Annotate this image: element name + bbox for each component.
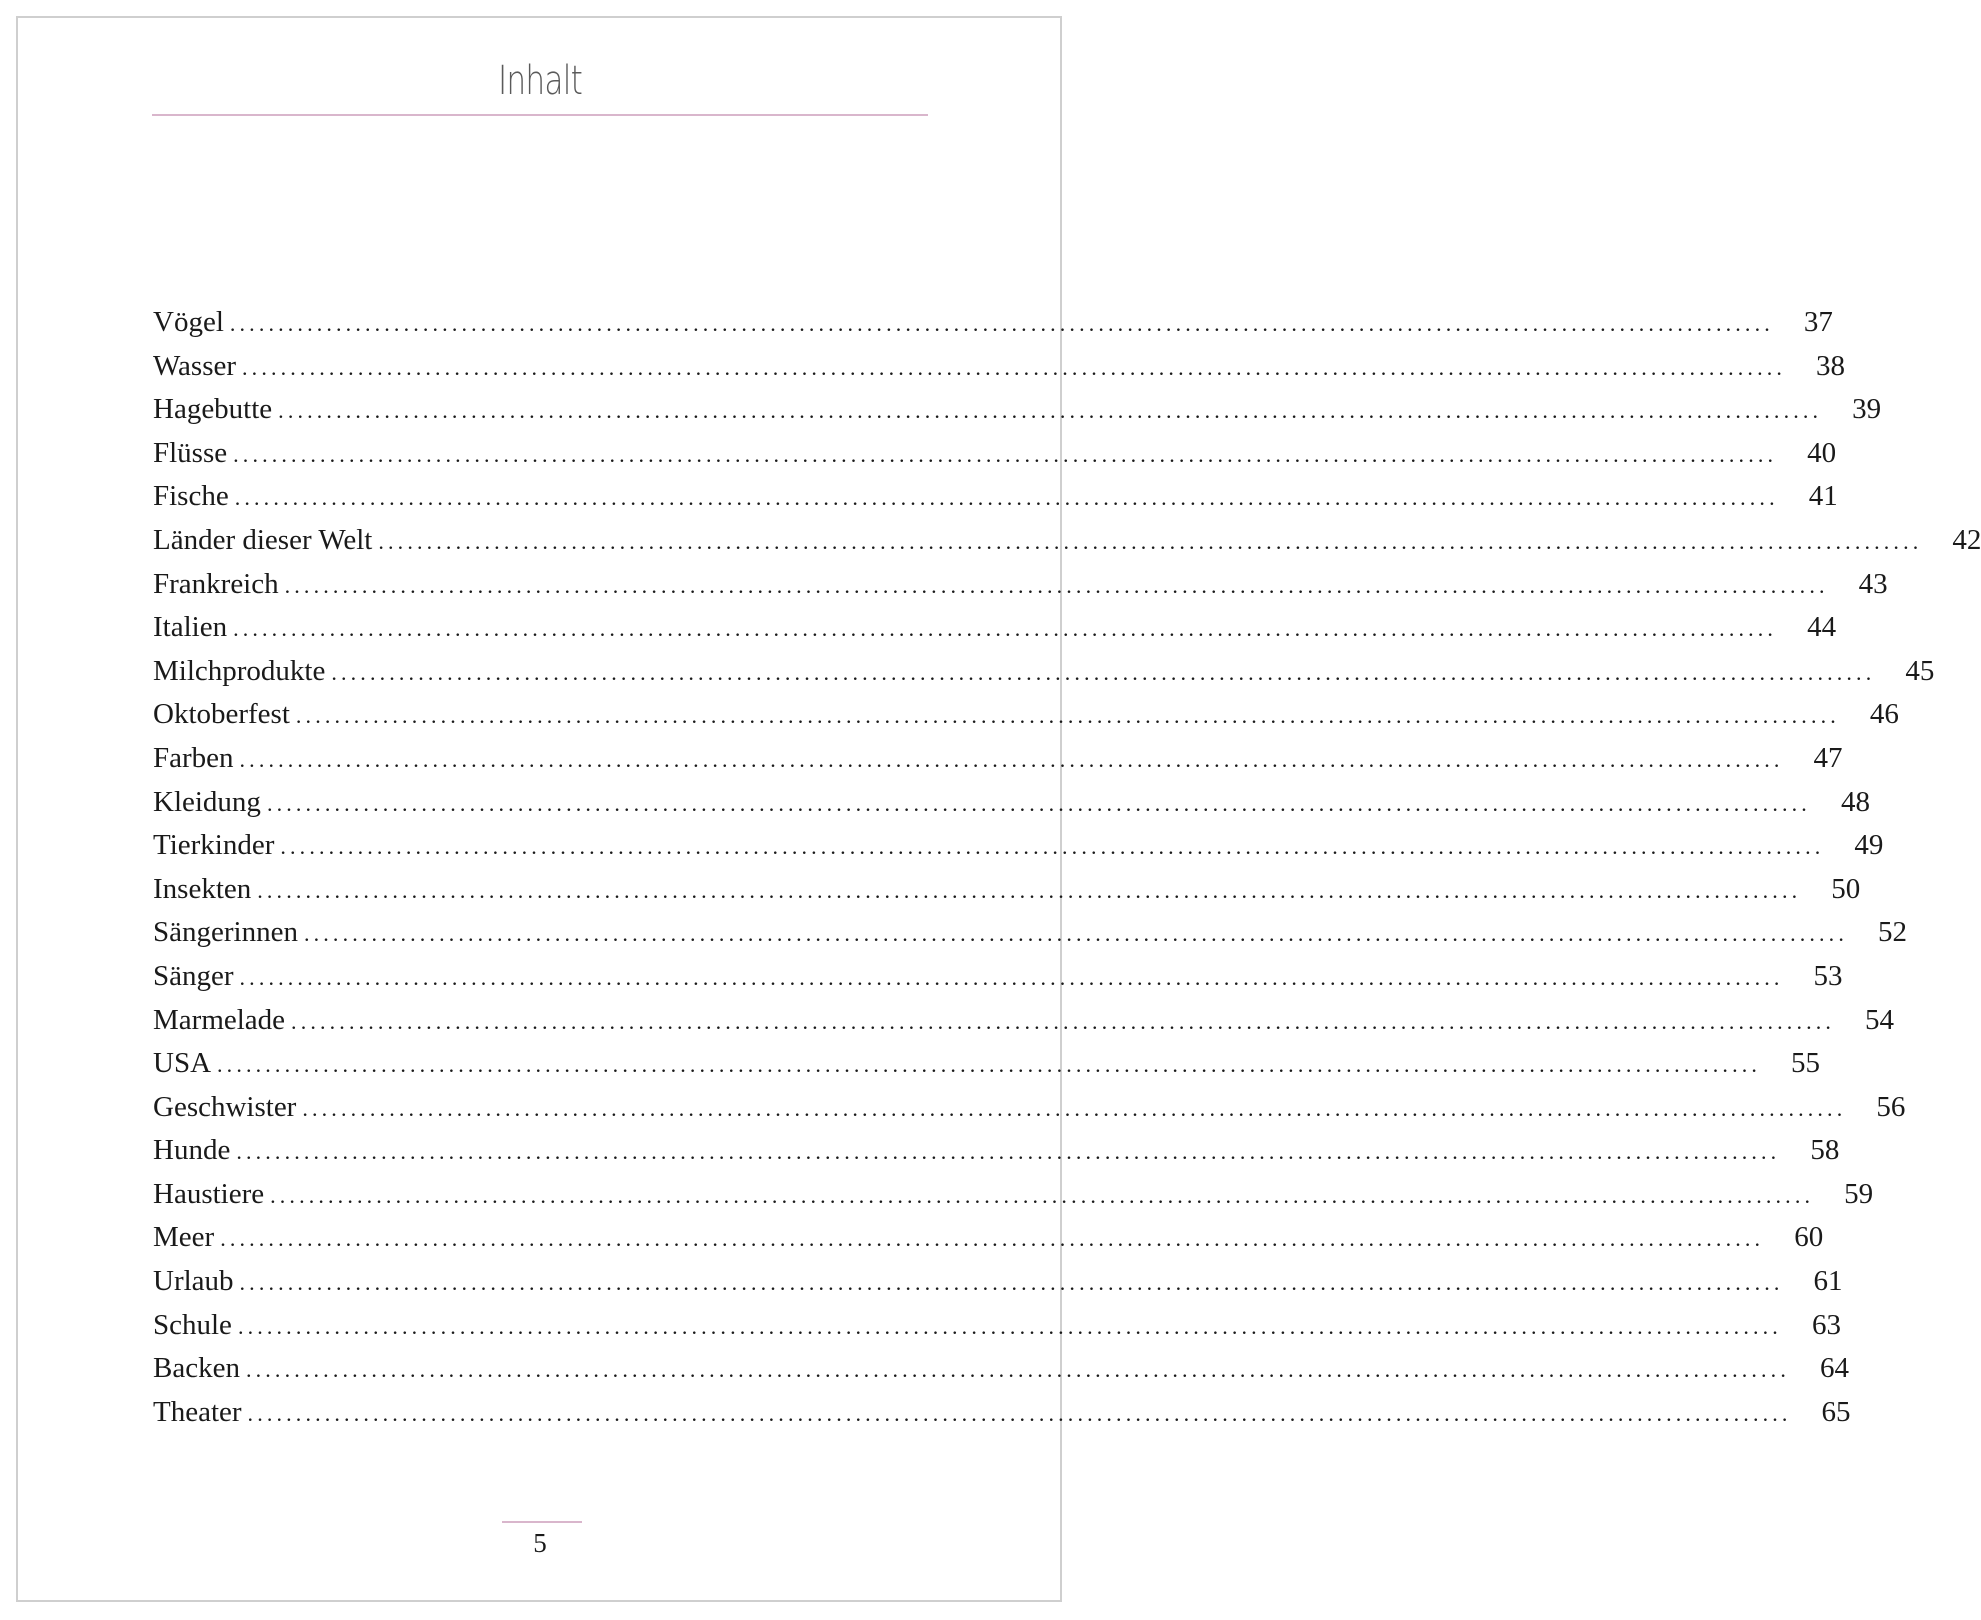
toc-page-number: 63 <box>1811 1308 1841 1341</box>
toc-entry-label: Vögel <box>153 306 224 338</box>
toc-leader-dots: ................................................................................................................................................................ <box>239 746 1784 772</box>
toc-entry-label: Milchprodukte <box>153 654 326 687</box>
toc-entry-label: Sänger <box>153 959 234 992</box>
toc-entry-label: Urlaub <box>153 1265 234 1298</box>
toc-entry-urlaub[interactable] <box>153 1265 1843 1309</box>
toc-entry-laender-dieser-welt[interactable] <box>153 523 1981 568</box>
toc-page-number: 56 <box>1876 1090 1906 1123</box>
toc-page-number: 46 <box>1869 698 1899 731</box>
toc-entry-label: Farben <box>153 741 234 774</box>
toc-leader-dots: ................................................................................................................................................................ <box>278 398 1823 424</box>
toc-leader-dots: ................................................................................................................................................................ <box>239 1270 1784 1296</box>
toc-page-number: 38 <box>1816 349 1846 382</box>
toc-page-number: 45 <box>1905 654 1935 687</box>
page-title: Inhalt <box>497 58 583 104</box>
toc-leader-dots: ................................................................................................................................................................ <box>220 1226 1765 1252</box>
toc-entry-hunde[interactable] <box>153 1134 1840 1178</box>
toc-entry-label: Insekten <box>153 872 252 905</box>
toc-leader-dots: ................................................................................................................................................................ <box>245 1357 1790 1383</box>
toc-leader-dots: ................................................................................................................................................................ <box>378 528 1923 554</box>
toc-page-number: 42 <box>1952 523 1981 556</box>
toc-entry-label: Tierkinder <box>153 829 275 862</box>
toc-entry-label: Wasser <box>153 349 237 382</box>
toc-page-number: 37 <box>1803 306 1833 338</box>
toc-page-number: 59 <box>1844 1177 1874 1210</box>
toc-entry-saengerinnen[interactable] <box>153 916 1907 960</box>
toc-entry-oktoberfest[interactable] <box>153 698 1899 742</box>
toc-entry-label: Frankreich <box>153 567 279 600</box>
toc-entry-label: Marmelade <box>153 1003 286 1036</box>
toc-entry-fische[interactable] <box>153 480 1838 524</box>
toc-leader-dots: ................................................................................................................................................................ <box>236 1139 1781 1165</box>
toc-entry-meer[interactable] <box>153 1221 1824 1265</box>
toc-entry-fluesse[interactable] <box>153 436 1837 481</box>
toc-entry-label: Haustiere <box>153 1177 265 1210</box>
toc-leader-dots: ................................................................................................................................................................ <box>295 703 1840 729</box>
toc-entry-usa[interactable] <box>153 1047 1821 1091</box>
toc-leader-dots: ................................................................................................................................................................ <box>234 485 1779 511</box>
toc-page-number: 50 <box>1831 872 1861 905</box>
toc-leader-dots: ................................................................................................................................................................ <box>237 1313 1782 1339</box>
toc-leader-dots: ................................................................................................................................................................ <box>247 1400 1792 1426</box>
toc-entry-frankreich[interactable] <box>153 567 1888 612</box>
toc-entry-label: Geschwister <box>153 1090 297 1123</box>
toc-entry-label: Sängerinnen <box>153 916 298 949</box>
page-number: 5 <box>533 1528 547 1558</box>
toc-entry-label: Schule <box>153 1308 232 1341</box>
toc-page-number: 58 <box>1810 1134 1840 1167</box>
toc-leader-dots: ................................................................................................................................................................ <box>331 659 1876 685</box>
toc-entry-voegel[interactable] <box>153 306 1833 350</box>
toc-entry-insekten[interactable] <box>153 872 1861 917</box>
toc-page-number: 39 <box>1852 393 1882 426</box>
toc-leader-dots: ................................................................................................................................................................ <box>239 964 1784 990</box>
toc-entry-theater[interactable] <box>153 1395 1851 1440</box>
toc-entry-label: Hagebutte <box>153 393 273 426</box>
toc-page-number: 54 <box>1865 1003 1895 1036</box>
toc-entry-kleidung[interactable] <box>153 785 1870 830</box>
toc-page-number: 53 <box>1813 959 1843 992</box>
toc-entry-milchprodukte[interactable] <box>153 654 1935 699</box>
toc-entry-hagebutte[interactable] <box>153 393 1882 437</box>
toc-page-number: 52 <box>1877 916 1907 949</box>
toc-page-number: 41 <box>1808 480 1838 513</box>
toc-entry-saenger[interactable] <box>153 959 1843 1004</box>
toc-entry-label: Oktoberfest <box>153 698 290 731</box>
toc-page-number: 55 <box>1791 1047 1821 1080</box>
toc-page-number: 49 <box>1854 829 1884 862</box>
toc-entry-label: USA <box>153 1047 212 1080</box>
toc-leader-dots: ................................................................................................................................................................ <box>280 834 1825 860</box>
toc-leader-dots: ................................................................................................................................................................ <box>266 790 1811 816</box>
toc-page-number: 64 <box>1819 1352 1849 1385</box>
toc-leader-dots: ................................................................................................................................................................ <box>284 572 1829 598</box>
toc-entry-schule[interactable] <box>153 1308 1841 1353</box>
toc-page-number: 40 <box>1807 436 1837 469</box>
toc-entry-label: Fische <box>153 480 229 513</box>
toc-leader-dots: ................................................................................................................................................................ <box>291 1008 1836 1034</box>
toc-page-number: 47 <box>1813 741 1843 774</box>
toc-leader-dots: ................................................................................................................................................................ <box>257 877 1802 903</box>
toc-leader-dots: ................................................................................................................................................................ <box>302 1095 1847 1121</box>
toc-entry-label: Flüsse <box>153 436 228 469</box>
toc-entry-label: Meer <box>153 1221 215 1254</box>
toc-entry-wasser[interactable] <box>153 349 1846 394</box>
toc-leader-dots: ................................................................................................................................................................ <box>229 311 1774 336</box>
toc-entry-haustiere[interactable] <box>153 1177 1874 1222</box>
toc-entry-label: Länder dieser Welt <box>153 523 373 556</box>
toc-page-number: 65 <box>1821 1395 1851 1428</box>
toc-entry-marmelade[interactable] <box>153 1003 1895 1048</box>
toc-leader-dots: ................................................................................................................................................................ <box>242 354 1787 380</box>
toc-entry-geschwister[interactable] <box>153 1090 1906 1135</box>
toc-page-number: 61 <box>1813 1265 1843 1298</box>
title-divider <box>152 114 928 116</box>
toc-entry-italien[interactable] <box>153 611 1837 655</box>
toc-leader-dots: ................................................................................................................................................................ <box>233 616 1778 642</box>
toc-leader-dots: ................................................................................................................................................................ <box>217 1052 1762 1078</box>
toc-entry-tierkinder[interactable] <box>153 829 1884 873</box>
toc-leader-dots: ................................................................................................................................................................ <box>270 1182 1815 1208</box>
toc-page-number: 48 <box>1840 785 1870 818</box>
toc-entry-backen[interactable] <box>153 1352 1849 1396</box>
toc-entry-label: Kleidung <box>153 785 261 818</box>
toc-entry-label: Italien <box>153 611 228 644</box>
table-of-contents <box>153 306 1981 1439</box>
toc-entry-label: Backen <box>153 1352 240 1385</box>
toc-page-number: 60 <box>1794 1221 1824 1254</box>
toc-entry-farben[interactable] <box>153 741 1843 786</box>
toc-leader-dots: ................................................................................................................................................................ <box>233 441 1778 467</box>
toc-page-number: 43 <box>1858 567 1888 600</box>
toc-entry-label: Theater <box>153 1395 242 1428</box>
toc-page-number: 44 <box>1807 611 1837 644</box>
toc-entry-label: Hunde <box>153 1134 231 1167</box>
toc-leader-dots: ................................................................................................................................................................ <box>303 921 1848 947</box>
footer-divider <box>502 1521 582 1523</box>
